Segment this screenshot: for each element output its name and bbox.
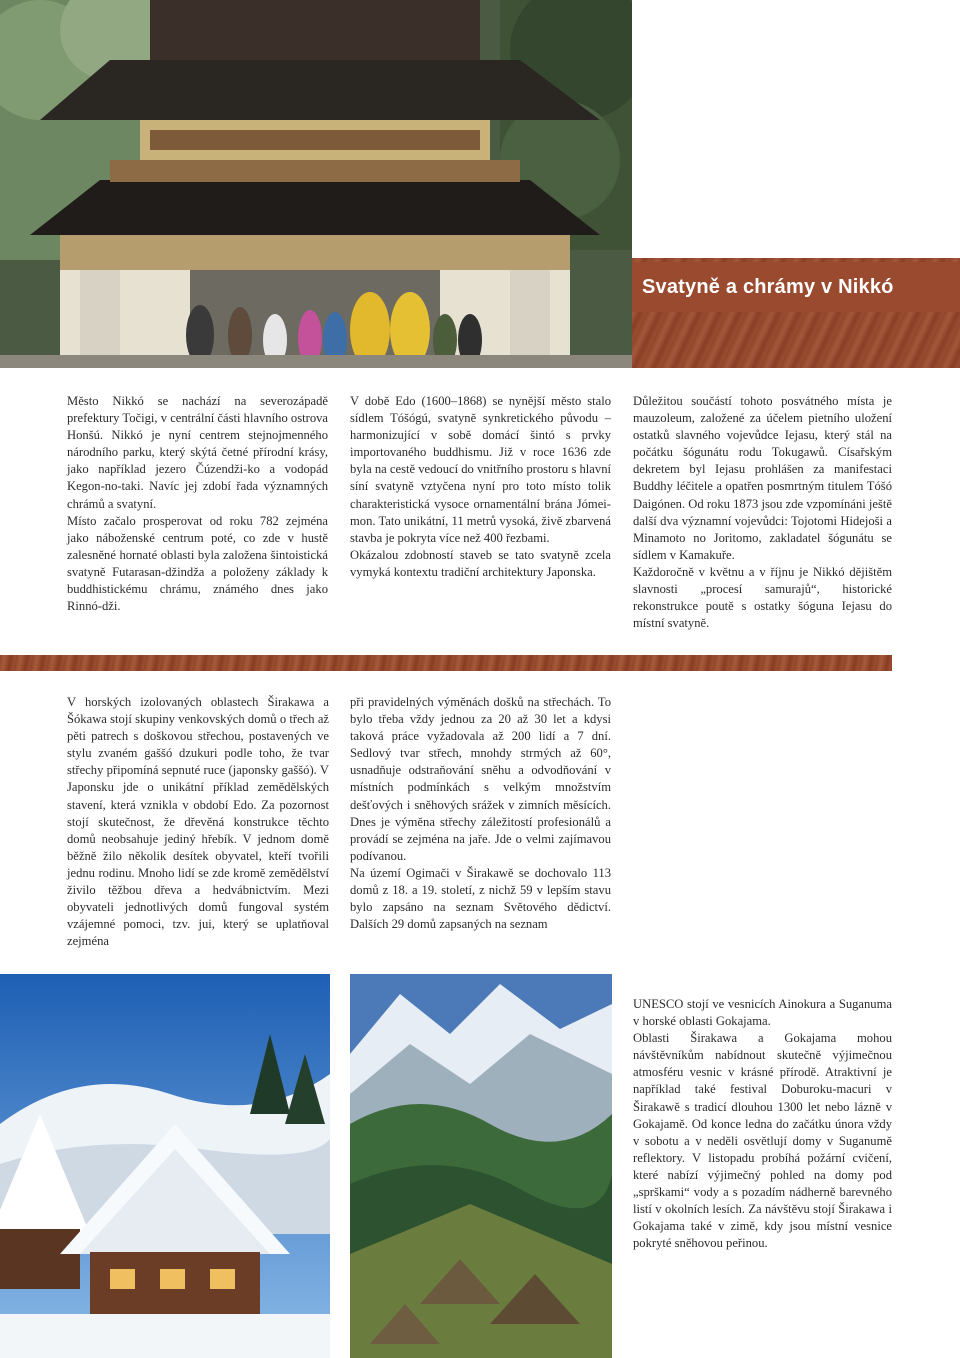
text-column-6 <box>633 996 892 1252</box>
paragraph: V době Edo (1600–1868) se nynější město stalo sídlem Tóšógú, svatyně synkretického původu – harmonizující v sobě domácí šintó s prvky importovaného buddhismu. Již v roce 1636 zde byla na cestě vedoucí do vnitřního prostoru s hlavní síní svatyně vztyčena nyní pro toto místo tolik charakteristická vysoce ornamentální brána Jómei-mon. Tato unikátní, 11 metrů vysoká, živě zbarvená stavba je pokryta více než 400 řezbami. <box>350 394 611 545</box>
section-divider <box>0 655 892 671</box>
paragraph: V horských izolovaných oblastech Širakawa a Šókawa stojí skupiny venkovských domů o třech až pěti patrech s doškovou střechou, postavených ve stylu zvaném gaššó dzukuri podle toho, že tvar střechy připomíná sepnuté ruce (japonsky gaššó). V Japonsku jde o unikátní příklad zemědělských stavení, která vznikla v období Edo. Za pozornost stojí skutečnost, že dřevěná konstrukce těchto domů neobsahuje jediný hřebík. V jednom domě běžně žilo několik desítek obyvatel, kteří tvořili jednu rodinu. Mnoho lidí se zde kromě zemědělství živilo těžbou dřeva a hedvábnictvím. Mezi obyvateli jednotlivých domů fungoval systém vzájemné pomoci, tzv. jui, který se uplatňoval zejména <box>67 695 329 949</box>
text-column-5 <box>350 694 611 933</box>
paragraph: UNESCO stojí ve vesnicích Ainokura a Suganuma v horské oblasti Gokajama. <box>633 997 892 1029</box>
text-column-2 <box>350 393 611 581</box>
photo-mountain-valley-village <box>350 974 612 1358</box>
paragraph: při pravidelných výměnách došků na střechách. To bylo třeba vždy jednou za 20 až 30 let a kdysi taková práce vyžadovala až 200 lidí a 7 dní. Sedlový tvar střech, mnohdy strmých až 60°, usnadňuje odstraňování sněhu a odvodňování v místních podmínkách s velkým množstvím dešťových i sněhových srážek v zimních měsících. Dnes je výměna střechy záležitostí profesionálů a provádí se zejména na jaře. Jde o velmi zajímavou podívanou. <box>350 695 611 863</box>
paragraph: Oblasti Širakawa a Gokajama mohou návštěvníkům nabídnout skutečně výjimečnou atmosféru vesnic v krásné přírodě. Atraktivní je například také festival Doburoku-macuri v Širakawě s tradicí dlouhou 1300 let nebo lázně v Gokajamě. Od konce ledna do začátku února vždy v sobotu a v neděli osvětlují domy v Suganumě reflektory. V listopadu probíhá požární cvičení, které nabízí výjimečný pohled na domy pod „sprškami“ vody a s pozadím nádherně barevného listí v okolních lesích. Za návštěvu stojí Širakawa i Gokajama také v zimě, kdy jsou místní vesnice pokryté sněhovou peřinou. <box>633 1031 892 1251</box>
text-column-4 <box>67 694 329 950</box>
photo-yomeimon-gate <box>0 0 632 368</box>
section-title: Svatyně a chrámy v Nikkó <box>642 275 894 298</box>
paragraph: Každoročně v květnu a v říjnu je Nikkó dějištěm slavnosti „procesí samurajů“, historické rekonstrukce poutě s ostatky šóguna Iejasu do místní svatyně. <box>633 564 892 631</box>
paragraph: Na území Ogimači v Širakawě se dochovalo 113 domů z 18. a 19. století, z nichž 59 v lepším stavu bylo zapsáno na seznam Světového dědictví. Dalších 29 domů zapsaných na seznam <box>350 865 611 932</box>
title-banner <box>632 262 960 312</box>
paragraph: Okázalou zdobností staveb se tato svatyně zcela vymyká kontextu tradiční architektury Japonska. <box>350 547 611 579</box>
paragraph: Místo začalo prosperovat od roku 782 zejména jako náboženské centrum poté, co zde v hustě zalesněné hornaté oblasti byla založena šintoistická svatyně Futarasan-džindža a položeny základy k buddhistickému chrámu, známého dnes jako Rinnó-dži. <box>67 513 328 614</box>
text-column-3 <box>633 393 892 632</box>
photo-snowy-gassho-village <box>0 974 330 1358</box>
text-column-1 <box>67 393 328 615</box>
paragraph: Město Nikkó se nachází na severozápadě prefektury Točigi, v centrální části hlavního ostrova Honšú. Nikkó je nyní centrem stejnojmenného národního parku, který skýtá četné přírodní krásy, jako například jezero Čúzendži-ko a vodopád Kegon-no-taki. Navíc jej zdobí řada významných chrámů a svatyní. <box>67 394 328 511</box>
paragraph: Důležitou součástí tohoto posvátného místa je mauzoleum, založené za účelem pietního uložení ostatků slavného vojevůdce Iejasu, který stál na počátku šógunátu rodu Tokugawů. Císařským dekretem byl Iejasu prohlášen za manifestaci Buddhy léčitele a opatřen posmrtným titulem Tóšó Daigónen. Od roku 1873 jsou zde vzpomínáni ještě další dva významní vojevůdci: Tojotomi Hidejoši a Minamoto no Joritomo, zakladatel šógunátu se sídlem v Kamakuře. <box>633 394 892 562</box>
